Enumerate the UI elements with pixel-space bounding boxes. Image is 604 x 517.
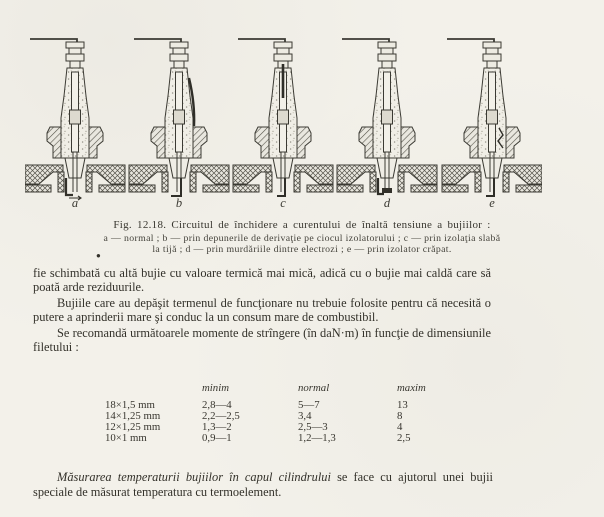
spark-plug-c [233,39,333,196]
figure-label-b: b [175,196,183,210]
table-cell-size: 12×1,25 mm [105,421,161,433]
figure-caption-title: Fig. 12.18. Circuitul de închidere a curentului de înaltă tensiune a bujiilor : [113,219,491,231]
table-cell-normal: 5—7 [298,399,320,411]
figure-label-e: e [489,196,495,210]
table-cell-maxim: 13 [397,399,408,411]
closing-paragraph-regular: se face cu ajutorul unei bujii speciale de măsurat temperatura cu termoelement. [33,470,493,499]
body-paragraph-2: Bujiile care au depăşit termenul de funcţionare nu trebuie folosite pentru că necesită o putere a aprinderii mare şi conduc la un consum mare de combustibil. [33,296,491,324]
table-cell-size: 10×1 mm [105,432,147,444]
figure-label-c: c [280,196,286,210]
table-cell-minim: 0,9—1 [202,432,232,444]
body-text [33,267,491,358]
table-cell-size: 14×1,25 mm [105,410,161,422]
spark-plug-diagram [25,28,542,206]
figure-spark-plugs [25,28,542,206]
closing-paragraph-italic: Măsurarea temperaturii bujiilor în capul cilindrului [57,470,331,484]
table-cell-size: 18×1,5 mm [105,399,155,411]
spark-plug-b [129,39,229,196]
table-cell-minim: 2,8—4 [202,399,232,411]
figure-label-d: d [383,196,391,210]
table-cell-minim: 1,3—2 [202,421,232,433]
torque-table [105,383,457,444]
table-header-empty [105,383,202,400]
figure-caption-legend-line2: la tijă ; d — prin murdăriile dintre electrozi ; e — prin izolator crăpat. [152,243,452,255]
separator-dot: ● [96,251,101,260]
closing-paragraph [33,470,493,499]
spark-plug-e [442,39,542,196]
body-paragraph-3: Se recomandă următoarele momente de strîngere (în daN·m) în funcţie de dimensiunile filetului : [33,326,491,354]
table-header-minim: minim [202,382,229,394]
table-cell-minim: 2,2—2,5 [202,410,240,422]
spark-plug-a [25,39,125,200]
body-paragraph-1: fie schimbată cu altă bujie cu valoare termică mai mică, adică cu o bujie mai caldă care să poată arde reziduurile. [33,266,491,294]
spark-plug-d [337,39,437,194]
table-header-normal: normal [298,382,330,394]
table-cell-normal: 1,2—1,3 [298,432,336,444]
table-cell-normal: 2,5—3 [298,421,328,433]
table-cell-maxim: 8 [397,410,403,422]
table-cell-maxim: 4 [397,421,403,433]
table-header-maxim: maxim [397,382,426,394]
table-cell-normal: 3,4 [298,410,312,422]
figure-label-a: a [71,196,79,210]
table-cell-maxim: 2,5 [397,432,411,444]
figure-caption-legend [28,234,576,255]
figure-caption-legend-line1: a — normal ; b — prin depunerile de derivaţie pe ciocul izolatorului ; c — prin izolaţia slabă [103,233,501,244]
